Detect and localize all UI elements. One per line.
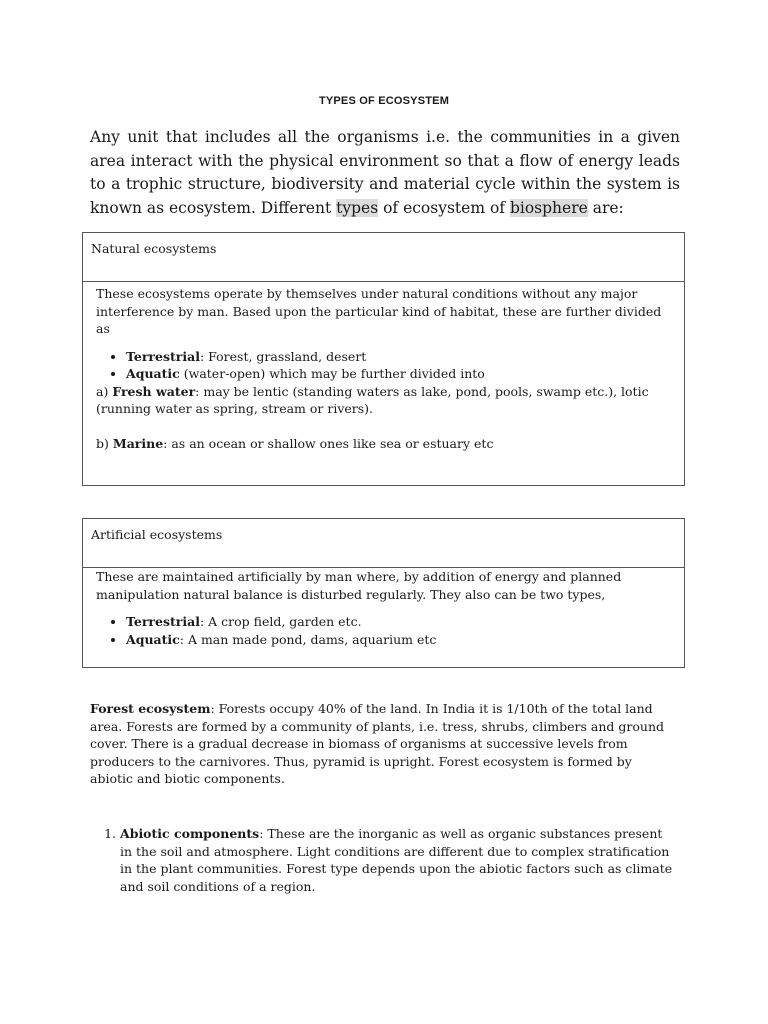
artificial-ecosystems-table (82, 518, 685, 668)
marine-item (96, 435, 670, 453)
list-item (126, 365, 670, 383)
forest-text: : Forests occupy 40% of the land. In India it is 1/10th of the total land area. Forests are formed by a community of plants, i.e. tress, shrubs, climbers and ground cover. There is a gradual decrease in biomass of organisms at successive levels from producers to the carnivores. Thus, pyramid is upright. Forest ecosystem is formed by abiotic and biotic components. (90, 701, 664, 786)
abiotic-text: : These are the inorganic as well as organic substances present in the soil and atmosphere. Light conditions are different due to complex stratification in the plant communities. Forest type depends upon the abiotic factors such as climate and soil conditions of a region. (120, 826, 673, 894)
natural-ecosystems-body (83, 282, 684, 452)
list-item (126, 631, 670, 649)
intro-text-end: are: (587, 198, 624, 217)
bullet-term: Aquatic (126, 631, 180, 647)
abiotic-list (90, 825, 678, 895)
natural-ecosystems-heading: Natural ecosystems (83, 233, 684, 282)
forest-term: Forest ecosystem (90, 701, 211, 716)
bullet-text: (water-open) which may be further divided into (179, 366, 485, 381)
intro-text: Any unit that includes all the organisms i.e. the communities in a given area interact with the physical environment so that a flow of energy leads to a trophic structure, biodiversity and material cycle within the system is known as ecosystem. Different (90, 128, 680, 217)
intro-text-mid: of ecosystem of (378, 198, 510, 217)
item-prefix: a) (96, 383, 113, 399)
list-item (126, 613, 670, 631)
artificial-ecosystems-heading: Artificial ecosystems (83, 519, 684, 568)
item-prefix: b) (96, 435, 113, 451)
highlight-types: types (336, 198, 379, 217)
item-text: : may be lentic (standing waters as lake, pond, pools, swamp etc.), lotic (running water as spring, stream or rivers). (96, 383, 649, 416)
artificial-ecosystems-body (83, 568, 684, 648)
item-term: Marine (112, 435, 164, 451)
list-item (126, 348, 670, 366)
highlight-biosphere: biosphere (509, 198, 588, 217)
list-item (120, 825, 678, 895)
abiotic-term: Abiotic components (120, 826, 260, 841)
natural-bullet-list (96, 348, 670, 383)
intro-paragraph (90, 126, 680, 220)
fresh-water-item (96, 383, 670, 418)
bullet-term: Terrestrial (126, 348, 200, 364)
bullet-text: : A crop field, garden etc. (199, 614, 362, 629)
forest-ecosystem-paragraph (90, 700, 678, 788)
bullet-term: Terrestrial (126, 614, 200, 629)
item-text: : as an ocean or shallow ones like sea or estuary etc (163, 435, 494, 451)
document-title: TYPES OF ECOSYSTEM (318, 95, 450, 107)
artificial-description: These are maintained artificially by man where, by addition of energy and planned manipulation natural balance is disturbed regularly. They also can be two types, (96, 569, 622, 602)
bullet-term: Aquatic (126, 366, 180, 381)
item-term: Fresh water (112, 383, 196, 399)
bullet-text: : Forest, grassland, desert (199, 348, 367, 364)
artificial-bullet-list (96, 613, 670, 648)
abiotic-components-section (90, 825, 678, 895)
natural-ecosystems-table (82, 232, 685, 486)
natural-description: These ecosystems operate by themselves under natural conditions without any major interference by man. Based upon the particular kind of habitat, these are further divided as (96, 286, 662, 336)
bullet-text: : A man made pond, dams, aquarium etc (179, 631, 437, 647)
